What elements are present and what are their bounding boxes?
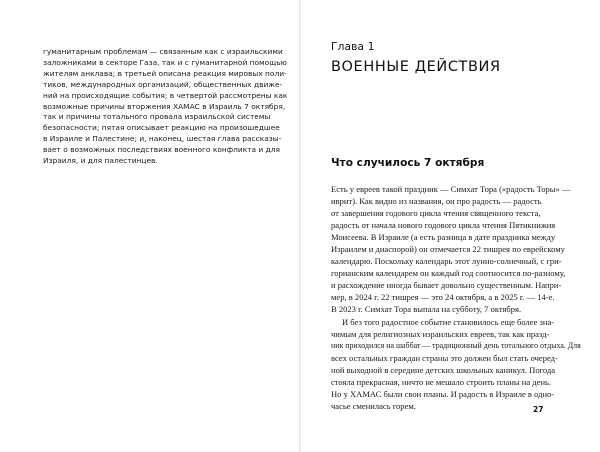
text-line: В 2023 г. Симхат Тора выпала на субботу, 7 октября. (331, 304, 522, 315)
text-line: И без того радостное событие становилось еще более зна- (342, 316, 555, 327)
text-line: возможные причины вторжения ХАМАС в Израиль 7 октября, (43, 101, 286, 111)
text-line: так и причины тотального провала израильской системы (43, 112, 271, 122)
text-line: тиков, международных организаций, общественных движе- (43, 79, 283, 89)
text-line: Но у ХАМАС были свои планы. И радость в Израиле в одно- (331, 388, 555, 399)
text-line: чимым для религиозных израильских евреев, так как празд- (331, 328, 550, 339)
section-heading: Что случилось 7 октября (331, 157, 485, 169)
text-line: ний на происходящие события; в четвертой рассмотрены как (43, 90, 288, 100)
page-number: 27 (533, 405, 544, 414)
chapter-label: Глава 1 (331, 41, 375, 53)
text-line: иврит). Как видно из названия, он про радость — радость (331, 196, 542, 207)
text-line: радость от начала нового годового цикла чтения Пятикнижия (331, 220, 556, 231)
text-line: заложниками в секторе Газа, так и с гуманитарной помощью (43, 57, 287, 67)
left-page-text (43, 47, 288, 167)
text-line: вает о возможных последствиях военного конфликта и для (43, 145, 281, 155)
text-line: часье сменилась горем. (331, 400, 416, 411)
text-line: стояла прекрасная, ничто не мешало строить планы на день. (331, 376, 552, 387)
text-line: Моисеева. В Израиле (а есть разница в дате праздника между (331, 232, 556, 243)
text-line: ной выходной в середине детских школьных каникул. Погода (331, 364, 556, 375)
text-line: в Израиле и Палестине; и, наконец, шестая глава рассказы- (43, 134, 282, 144)
text-line: гуманитарным проблемам — связанным как с израильскими (43, 47, 283, 56)
text-line: Есть у евреев такой праздник — Симхат Тора («радость Торы» — (331, 184, 571, 194)
text-line: календарю. Поскольку календарь этот лунно-солнечный, с гри- (331, 256, 562, 267)
body-text (331, 183, 581, 412)
text-line: всех остальных граждан страны это должен был стать очеред- (331, 352, 558, 363)
text-line: от завершения годового цикла чтения священного текста, (331, 208, 541, 219)
text-line: ник приходился на шаббат — традиционный день тотального отдыха. Для (331, 340, 581, 350)
text-line: и расхождение иногда бывает довольно существенным. Напри- (331, 280, 562, 291)
text-line: Израиля, и для палестинцев. (43, 156, 158, 166)
text-line: безопасности; пятая описывает реакцию на произошедшее (43, 123, 280, 133)
text-line: горианским календарем он каждый год соотносится по-разному, (331, 268, 566, 279)
text-line: мер, в 2024 г. 22 тишрея — это 24 октября, а в 2025 г. — 14-е. (331, 292, 555, 303)
text-line: Израилем и диаспорой) он отмечается 22 тишрея по еврейскому (331, 244, 565, 255)
text-line: жителям анклава; в третьей описана реакция мировых поли- (43, 68, 287, 78)
chapter-title: ВОЕННЫЕ ДЕЙСТВИЯ (331, 59, 501, 75)
